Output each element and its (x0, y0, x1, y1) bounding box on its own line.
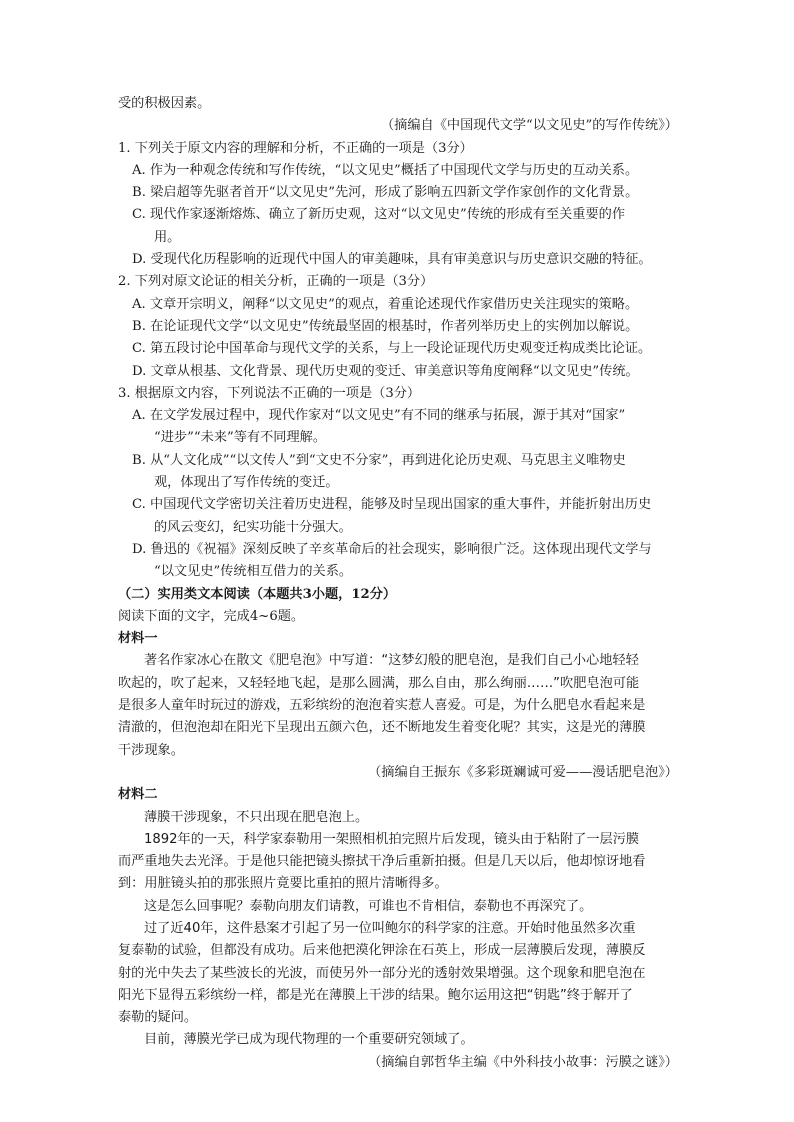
text-line: 材料二 (118, 787, 158, 803)
text-line: 射的光中失去了某些波长的光波，而使另外一部分光的透射效果增强。这个现象和肥皂泡在 (118, 965, 646, 981)
text-line: 材料一 (118, 631, 158, 647)
text-line: 1892年的一天，科学家泰勒用一架照相机拍完照片后发现，镜头由于粘附了一层污膜 (144, 831, 640, 847)
text-line: 目前，薄膜光学已成为现代物理的一个重要研究领域了。 (144, 1032, 474, 1048)
text-line: B. 梁启超等先驱者首开“以文见史”先河，形成了影响五四新文学作家创作的文化背景。 (132, 185, 639, 201)
text-line: 过了近40年，这件悬案才引起了另一位叫鲍尔的科学家的注意。开始时他虽然多次重 (144, 920, 636, 936)
text-line: 2. 下列对原文论证的相关分析，正确的一项是（3分） (118, 274, 434, 290)
text-line: 泰勒的疑问。 (118, 1010, 198, 1026)
text-line: 薄膜干涉现象，不只出现在肥皂泡上。 (144, 809, 369, 825)
text-line: C. 中国现代文学密切关注着历史进程，能够及时呈现出国家的重大事件，并能折射出历史 (132, 497, 652, 513)
text-line: （摘编自王振东《多彩斑斓诚可爱——漫话肥皂泡》） (368, 764, 678, 780)
text-line: D. 受现代化历程影响的近现代中国人的审美趣味，具有审美意识与历史意识交融的特征。 (132, 252, 652, 268)
text-line: 清澈的，但泡泡却在阳光下呈现出五颜六色，还不断地发生着变化呢？其实，这是光的薄膜 (118, 720, 646, 736)
text-line: 复泰勒的试验，但都没有成功。后来他把漠化钾涂在石英上，形成一层薄膜后发现，薄膜反 (118, 943, 646, 959)
text-line: 到：用脏镜头拍的那张照片竟要比重拍的照片清晰得多。 (118, 876, 448, 892)
text-line: C. 现代作家逐渐熔炼、确立了新历史观，这对“以文见史”传统的形成有至关重要的作 (132, 207, 626, 223)
text-line: B. 从“人文化成”“以文传人”到“文史不分家”，再到进化论历史观、马克思主义唯物史 (132, 452, 626, 468)
document-page (118, 93, 678, 1074)
text-line: 受的积极因素。 (118, 96, 211, 111)
text-line: 著名作家冰心在散文《肥皂泡》中写道：“这梦幻般的肥皂泡，是我们自己小心地轻轻 (144, 653, 639, 669)
text-line: 是很多人童年时玩过的游戏，五彩缤纷的泡泡着实惹人喜爱。可是，为什么肥皂水看起来是 (118, 698, 646, 714)
text-line: “以文见史”传统相互借力的关系。 (154, 564, 353, 580)
text-line: 吹起的，吹了起来，又轻轻地飞起，是那么圆满，那么自由，那么绚丽……”吹肥皂泡可能 (118, 675, 640, 691)
text-line: 这是怎么回事呢？泰勒向朋友们请教，可谁也不肯相信，泰勒也不再深究了。 (144, 898, 593, 914)
text-line: 用。 (154, 229, 181, 245)
text-line: 3. 根据原文内容，下列说法不正确的一项是（3分） (118, 385, 421, 401)
text-line: D. 文章从根基、文化背景、现代历史观的变迁、审美意识等角度阐释“以文见史”传统。 (132, 363, 639, 379)
text-line: B. 在论证现代文学“以文见史”传统最坚固的根基时，作者列举历史上的实例加以解说。 (132, 318, 639, 334)
text-line: 阳光下显得五彩缤纷一样，都是光在薄膜上干涉的结果。鲍尔运用这把“钥匙”终于解开了 (118, 987, 633, 1003)
text-line: （二）实用类文本阅读（本题共3小题，12分） (118, 586, 397, 602)
text-line: （摘编自《中国现代文学“以文见史”的写作传统》） (380, 118, 678, 134)
text-line: A. 作为一种观念传统和写作传统，“以文见史”概括了中国现代文学与历史的互动关系。 (132, 162, 639, 178)
text-line: 观，体现出了写作传统的变迁。 (154, 475, 339, 491)
text-line: D. 鲁迅的《祝福》深刻反映了辛亥革命后的社会现实，影响很广泛。这体现出现代文学与 (132, 541, 652, 557)
text-line: A. 在文学发展过程中，现代作家对“以文见史”有不同的继承与拓展，源于其对“国家” (132, 408, 626, 424)
text-line: 而严重地失去光泽。于是他只能把镜头擦拭干净后重新拍摄。但是几天以后，他却惊讶地看 (118, 854, 646, 870)
text-line: 的风云变幻，纪实功能十分强大。 (154, 519, 352, 535)
text-line: 阅读下面的文字，完成4~6题。 (118, 608, 305, 624)
text-line: C. 第五段讨论中国革命与现代文学的关系，与上一段论证现代历史观变迁构成类比论证。 (132, 341, 652, 357)
text-line: 干涉现象。 (118, 742, 184, 758)
text-line: “进步”“未来”等有不同理解。 (154, 430, 327, 446)
text-line: （摘编自郭哲华主编《中外科技小故事：污膜之谜》） (368, 1054, 678, 1070)
text-line: 1. 下列关于原文内容的理解和分析，不正确的一项是（3分） (118, 140, 473, 156)
text-line: A. 文章开宗明义，阐释“以文见史”的观点，着重论述现代作家借历史关注现实的策略。 (132, 296, 639, 312)
